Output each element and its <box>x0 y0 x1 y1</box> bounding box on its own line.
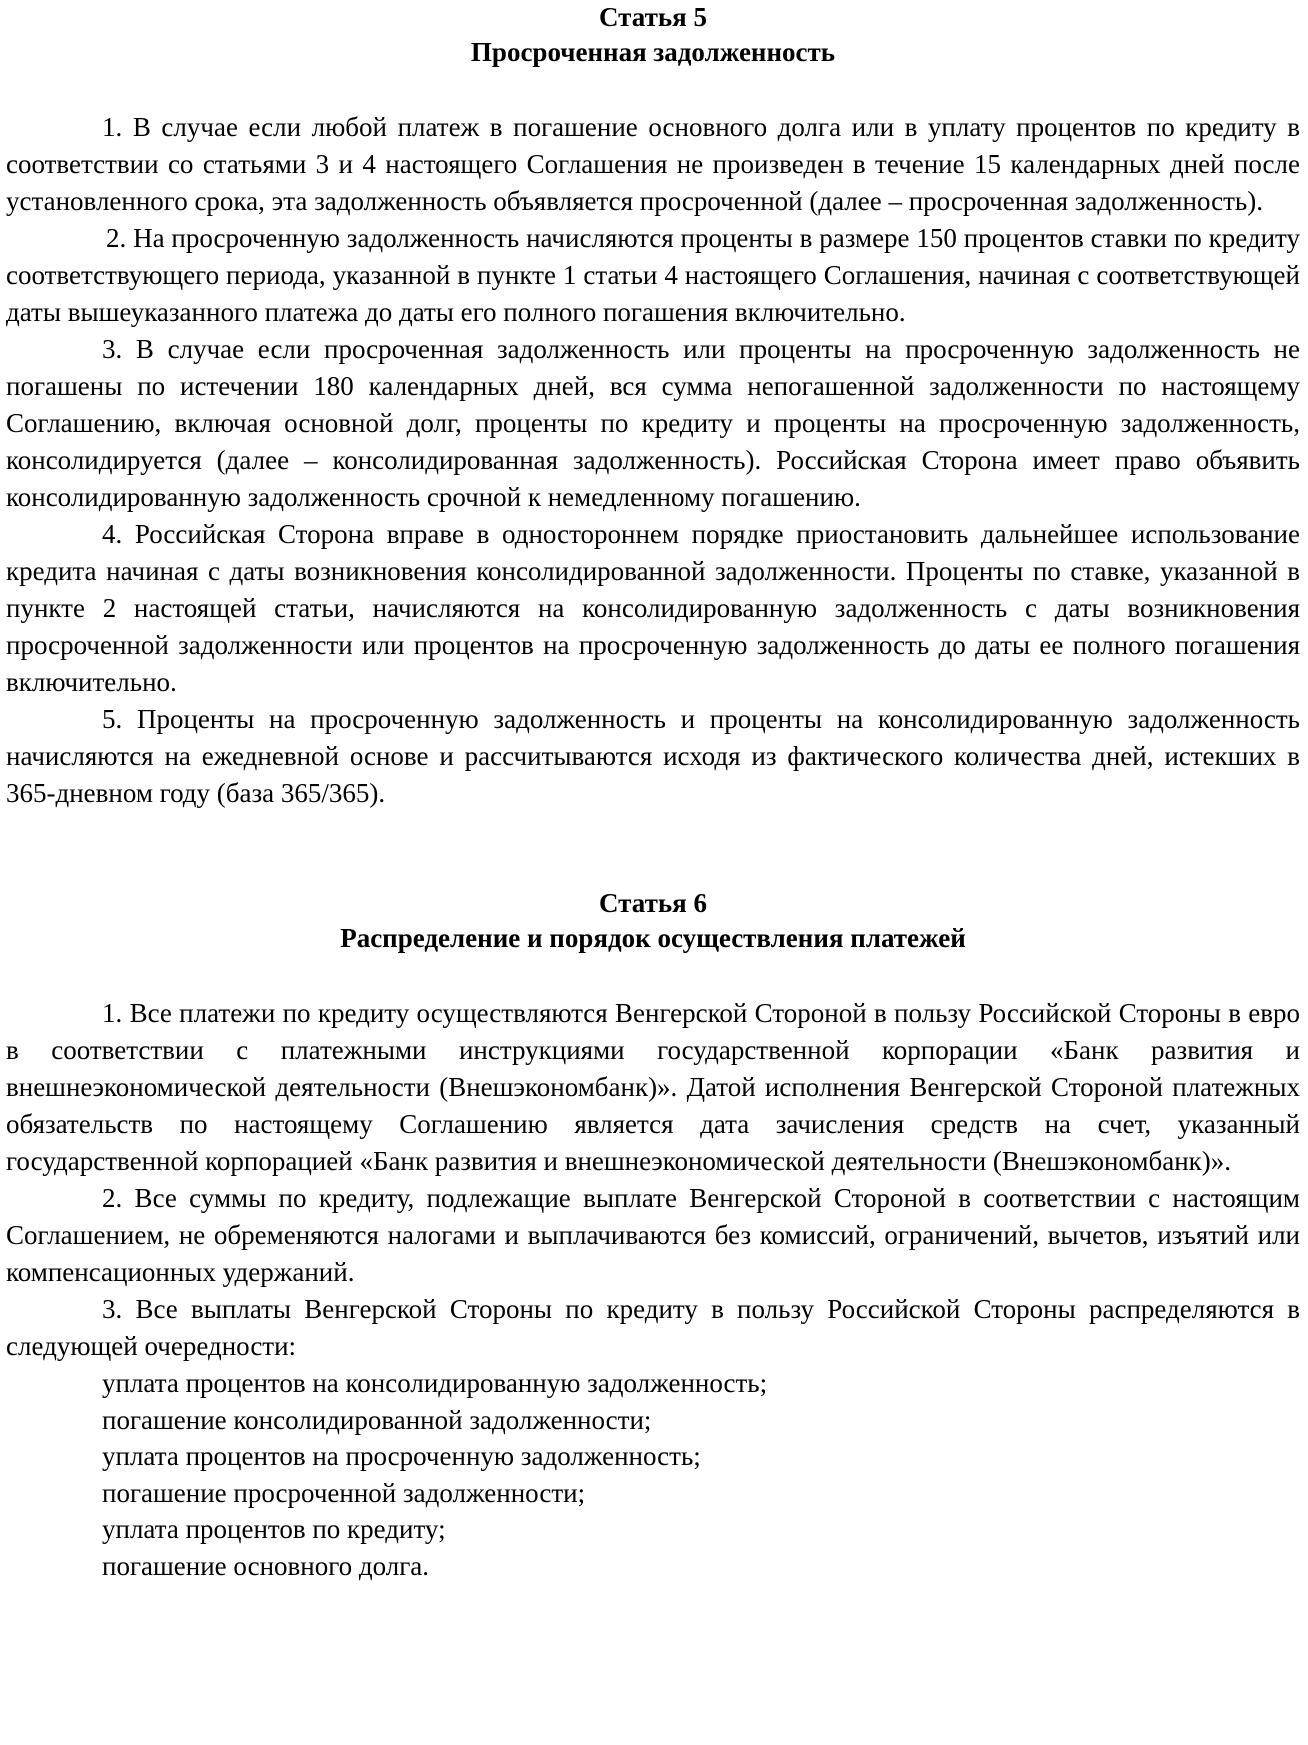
list-item: погашение консолидированной задолженности; <box>102 1404 652 1435</box>
list-item: уплата процентов на просроченную задолженность; <box>102 1441 701 1471</box>
document-page <box>6 0 1300 1584</box>
article-6 <box>6 886 1300 1584</box>
paragraph: 4. Российская Сторона вправе в одностороннем порядке приостановить дальнейшее использование кредита начиная с даты возникновения консолидированной задолженности. Проценты по ставке, указанной в пункте 2 настоящей статьи, начисляются на консолидированную задолженность с даты возникновения просроченной задолженности или процентов на просроченную задолженность до даты ее полного погашения включительно. <box>6 519 1300 697</box>
paragraph: 5. Проценты на просроченную задолженность и проценты на консолидированную задолженность начисляются на ежедневной основе и рассчитываются исходя из фактического количества дней, истекших в 365-дневном году (база 365/365). <box>6 704 1300 808</box>
paragraph: 2. На просроченную задолженность начисляются проценты в размере 150 процентов ставки по кредиту соответствующего периода, указанной в пункте 1 статьи 4 настоящего Соглашения, начиная с соответствующей даты вышеуказанного платежа до даты его полного погашения включительно. <box>6 223 1300 327</box>
article-title: Просроченная задолженность <box>470 37 836 67</box>
list-item: уплата процентов по кредиту; <box>102 1514 446 1544</box>
list-item: погашение основного долга. <box>102 1550 430 1581</box>
list-item: погашение просроченной задолженности; <box>102 1477 586 1508</box>
article-title: Распределение и порядок осуществления платежей <box>340 923 966 953</box>
paragraph: 3. Все выплаты Венгерской Стороны по кредиту в пользу Российской Стороны распределяются в следующей очередности: <box>6 1294 1300 1361</box>
paragraph: 1. Все платежи по кредиту осуществляются Венгерской Стороной в пользу Российской Стороны в евро в соответствии с платежными инструкциями государственной корпорации «Банк развития и внешнеэкономической деятельности (Внешэкономбанк)». Датой исполнения Венгерской Стороной платежных обязательств по настоящему Соглашению является дата зачисления средств на счет, указанный государственной корпорацией «Банк развития и внешнеэкономической деятельности (Внешэкономбанк)». <box>6 998 1300 1176</box>
article-5 <box>6 0 1300 812</box>
paragraph: 3. В случае если просроченная задолженность или проценты на просроченную задолженность не погашены по истечении 180 календарных дней, вся сумма непогашенной задолженности по настоящему Соглашению, включая основной долг, проценты по кредиту и проценты на просроченную задолженность, консолидируется (далее – консолидированная задолженность). Российская Сторона имеет право объявить консолидированную задолженность срочной к немедленному погашению. <box>6 334 1300 512</box>
paragraph: 2. Все суммы по кредиту, подлежащие выплате Венгерской Стороной в соответствии с настоящим Соглашением, не обременяются налогами и выплачиваются без комиссий, ограничений, вычетов, изъятий или компенсационных удержаний. <box>6 1183 1300 1287</box>
paragraph: 1. В случае если любой платеж в погашение основного долга или в уплату процентов по кредиту в соответствии со статьями 3 и 4 настоящего Соглашения не произведен в течение 15 календарных дней после установленного срока, эта задолженность объявляется просроченной (далее – просроченная задолженность). <box>6 112 1300 216</box>
list-item: уплата процентов на консолидированную задолженность; <box>102 1368 768 1398</box>
article-heading: Статья 5 <box>599 2 707 32</box>
payment-order-list <box>6 1365 1300 1584</box>
article-heading: Статья 6 <box>599 888 707 918</box>
